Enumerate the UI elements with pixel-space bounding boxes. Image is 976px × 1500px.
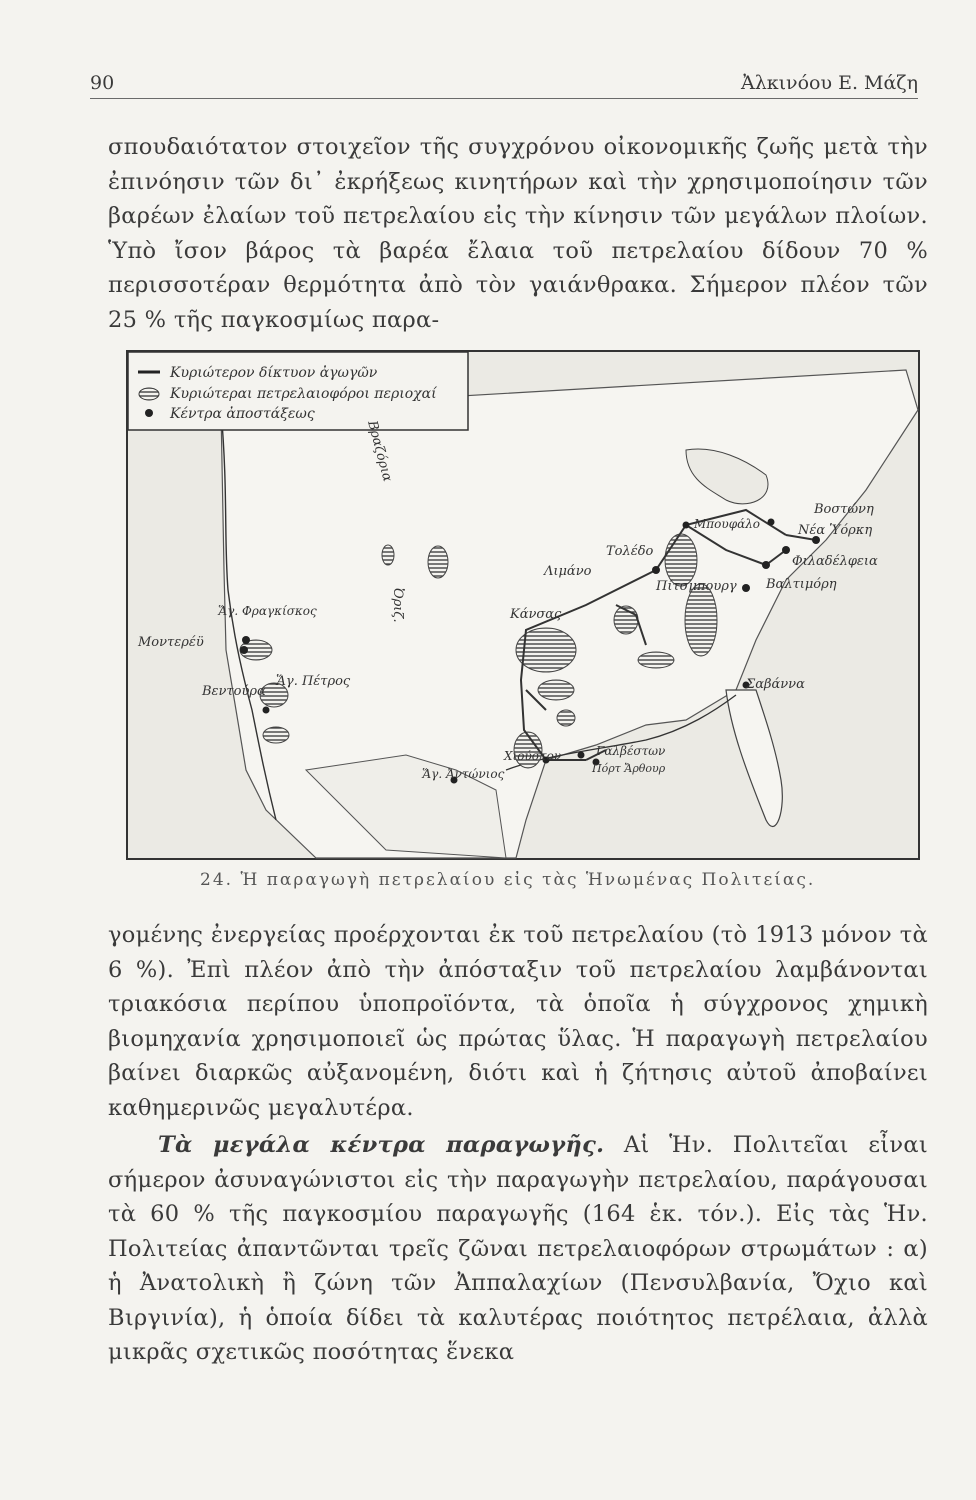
label-brazoria: Βραζόρια bbox=[364, 419, 395, 484]
oil-region-gulf-2 bbox=[557, 710, 575, 726]
label-ag-petros: Ἅγ. Πέτρος bbox=[276, 674, 351, 689]
label-orizaba: Ὀριζ. bbox=[390, 588, 405, 623]
label-ventoura: Βεντούρα bbox=[202, 684, 266, 699]
label-baltimori: Βαλτιμόρη bbox=[766, 577, 837, 592]
oil-region-texas bbox=[538, 680, 574, 700]
oil-production-map bbox=[126, 350, 920, 860]
map-caption: 24. Ἡ παραγωγὴ πετρελαίου εἰς τὰς Ἡνωμένας Πολιτείας. bbox=[200, 870, 816, 890]
map-legend bbox=[128, 352, 468, 430]
legend-label-0: Κυριώτερον δίκτυον ἀγωγῶν bbox=[170, 365, 378, 381]
label-port-arthur: Πόρτ Ἄρθουρ bbox=[592, 762, 666, 775]
oil-region-appalachian-2 bbox=[685, 584, 717, 656]
legend-label-1: Κυριώτεραι πετρελαιοφόροι περιοχαί bbox=[170, 386, 437, 402]
oil-region-ventura bbox=[263, 727, 289, 743]
label-ag-frangiskos: Ἅγ. Φραγκίσκος bbox=[218, 604, 317, 618]
label-galveston: Γαλβέστων bbox=[596, 744, 666, 758]
oil-region-wyoming-2 bbox=[428, 546, 448, 578]
paragraph-2: γομένης ἐνεργείας προέρχονται ἐκ τοῦ πετρελαίου (τὸ 1913 μόνον τὰ 6 %). Ἐπὶ πλέον ἀπὸ τὴν ἀπόσταξιν τοῦ πετρελαίου λαμβάνονται τριακόσια περίπου ὑποπροϊόντα, τὰ ὁποῖα ἡ σύγχρονος χημικὴ βιομηχανία χρησιμοποιεῖ ὡς πρώτας ὕλας. Ἡ παραγωγὴ πετρελαίου βαίνει διαρκῶς αὐξανομένη, διότι καὶ ἡ ζήτησις αὐτοῦ ἀποβαίνει καθημερινῶς μεγαλυτέρα. bbox=[108, 922, 928, 1121]
page-number: 90 bbox=[90, 72, 115, 94]
legend-dot-symbol bbox=[145, 409, 153, 417]
page-header bbox=[90, 62, 918, 99]
label-hiouston: Χιούστον bbox=[504, 749, 562, 763]
oil-region-wyoming-1 bbox=[382, 545, 394, 565]
label-monterey: Μοντερέϋ bbox=[138, 635, 204, 650]
label-kansas: Κάνσας bbox=[510, 607, 562, 622]
label-ag-antonios: Ἅγ. Ἀντώνιος bbox=[422, 767, 505, 781]
label-filadelfeia: Φιλαδέλφεια bbox=[792, 554, 878, 569]
label-bostoni: Βοστώνη bbox=[814, 502, 874, 517]
paragraph-3-text: Αἱ Ἡν. Πολιτεῖαι εἶναι σήμερον ἀσυναγώνιστοι εἰς τὴν παραγωγὴν πετρελαίου, παράγουσαι τὰ 60 % τῆς παγκοσμίου παραγωγῆς (164 ἑκ. τόν.). Εἰς τὰς Ἡν. Πολιτείας ἀπαντῶνται τρεῖς ζῶναι πετρελαιοφόρων στρωμάτων : α) ἡ Ἀνατολικὴ ἢ ζώνη τῶν Ἀππαλαχίων (Πενσυλβανία, Ὄχιο καὶ Βιργινία), ἡ ὁποία δίδει τὰ καλυτέρας ποιότητος πετρέλαια, ἀλλὰ μικρᾶς σχετικῶς ποσότητας ἕνεκα bbox=[108, 1132, 928, 1365]
paragraph-1: σπουδαιότατον στοιχεῖον τῆς συγχρόνου οἰκονομικῆς ζωῆς μετὰ τὴν ἐπινόησιν τῶν δι᾽ ἐκρήξεως κινητήρων καὶ τὴν χρησιμοποίησιν τῶν βαρέων ἐλαίων τοῦ πετρελαίου εἰς τὴν κίνησιν τῶν μεγάλων πλοίων. Ὑπὸ ἴσον βάρος τὰ βαρέα ἔλαια τοῦ πετρελαίου δίδουν 70 % περισσοτέραν θερμότητα ἀπὸ τὸν γαιάνθρακα. Σήμερον πλέον τῶν 25 % τῆς παγκοσμίως παρα- bbox=[108, 134, 928, 333]
label-nea-yorki: Νέα Ὑόρκη bbox=[798, 523, 873, 538]
label-savannah: Σαβάννα bbox=[746, 677, 805, 692]
running-head: Ἀλκινόου Ε. Μάζη bbox=[740, 72, 918, 94]
section-lead: Τὰ μεγάλα κέντρα παραγωγῆς. bbox=[158, 1132, 605, 1158]
legend-label-2: Κέντρα ἀποστάξεως bbox=[170, 406, 315, 422]
oil-region-appalachian-3 bbox=[638, 652, 674, 668]
paragraph-3 bbox=[108, 1128, 928, 1370]
label-mpoufalo: Μπουφάλο bbox=[694, 517, 761, 531]
label-limanos: Λιμάνο bbox=[544, 564, 592, 579]
label-pitsmpourgi: Πίτσμπουργ bbox=[656, 579, 737, 594]
label-tolento: Τολέδο bbox=[606, 544, 654, 559]
legend-hatch-symbol bbox=[139, 388, 159, 400]
